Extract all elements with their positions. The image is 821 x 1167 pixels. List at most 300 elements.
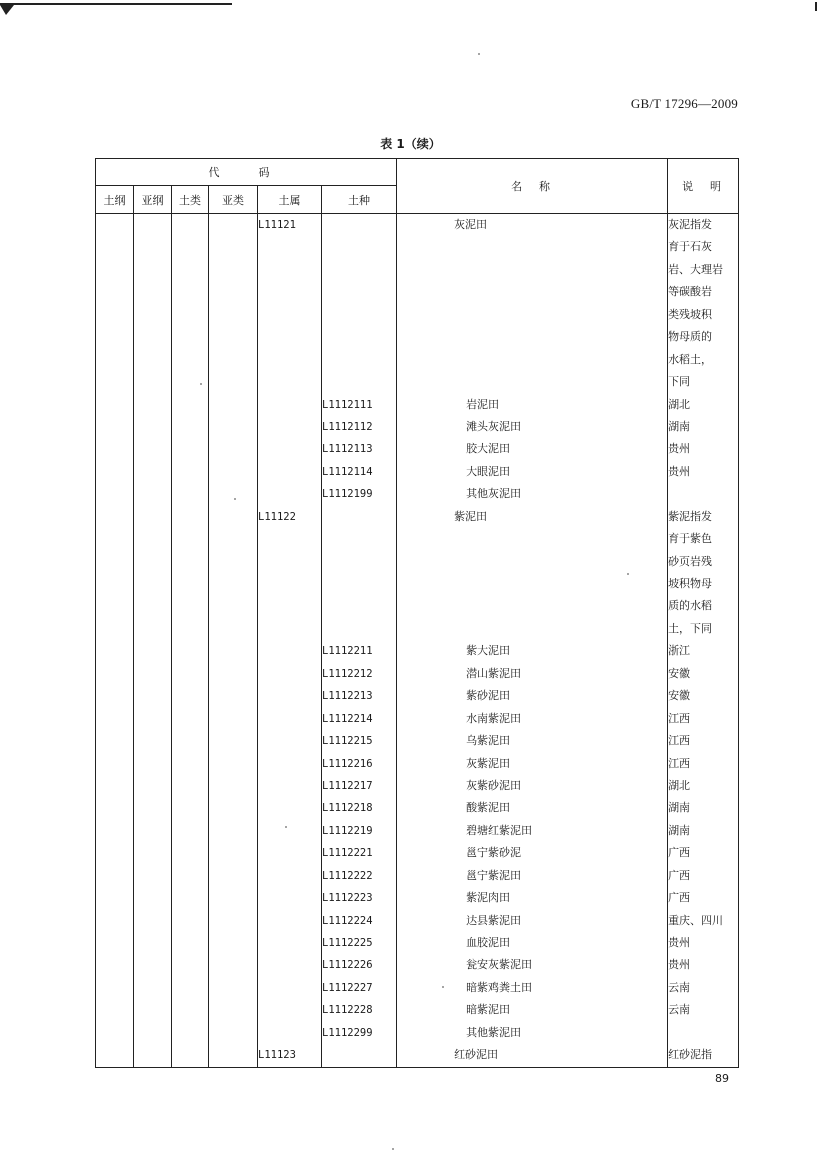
genus-code-cell (258, 753, 322, 775)
species-code-cell (322, 349, 397, 371)
group-cell (172, 1044, 209, 1067)
note-text: 物母质的 (668, 330, 713, 344)
species-code-text: L1112222 (322, 869, 373, 882)
group-cell (172, 865, 209, 887)
note-text: 土，下同 (668, 621, 713, 635)
genus-code-cell (258, 775, 322, 797)
table-row (96, 551, 739, 573)
soil-name-text: 紫泥肉田 (466, 891, 511, 905)
note-text: 江西 (668, 711, 691, 725)
group-cell (172, 595, 209, 617)
species-code-text: L1112219 (322, 824, 373, 837)
note-cell (668, 349, 739, 371)
order-cell (96, 483, 134, 505)
species-code-cell (322, 326, 397, 348)
soil-name-cell (397, 977, 668, 999)
note-text: 质的水稻 (668, 599, 713, 613)
note-text: 江西 (668, 734, 691, 748)
table-row (96, 977, 739, 999)
group-cell (172, 551, 209, 573)
soil-name-text: 水南紫泥田 (466, 711, 522, 725)
genus-code-text: L11123 (258, 1049, 296, 1062)
soil-name-cell (397, 349, 668, 371)
order-cell (96, 349, 134, 371)
group-cell (172, 349, 209, 371)
suborder-cell (134, 663, 172, 685)
note-text: 岩、大理岩 (668, 262, 724, 276)
suborder-cell (134, 438, 172, 460)
soil-name-cell (397, 775, 668, 797)
genus-code-cell (258, 954, 322, 976)
soil-name-text: 灰紫泥田 (466, 756, 511, 770)
note-text: 育于紫色 (668, 532, 713, 546)
group-cell (172, 775, 209, 797)
species-code-text: L1112113 (322, 443, 373, 456)
suborder-cell (134, 865, 172, 887)
subgroup-cell (209, 820, 258, 842)
species-code-text: L1112213 (322, 690, 373, 703)
suborder-cell (134, 371, 172, 393)
subgroup-cell (209, 865, 258, 887)
species-code-text: L1112218 (322, 802, 373, 815)
order-cell (96, 304, 134, 326)
table-caption: 表 1（续） (380, 137, 441, 151)
soil-name-cell (397, 438, 668, 460)
note-text: 安徽 (668, 689, 691, 703)
note-cell (668, 685, 739, 707)
soil-name-text: 灰泥田 (454, 218, 488, 231)
species-code-cell (322, 708, 397, 730)
order-cell (96, 663, 134, 685)
genus-code-cell (258, 640, 322, 662)
note-cell (668, 259, 739, 281)
subgroup-cell (209, 483, 258, 505)
note-text: 广西 (668, 846, 691, 860)
genus-code-cell (258, 304, 322, 326)
species-code-cell (322, 528, 397, 550)
subgroup-cell (209, 910, 258, 932)
subgroup-cell (209, 954, 258, 976)
genus-code-cell (258, 977, 322, 999)
note-cell (668, 551, 739, 573)
suborder-cell (134, 461, 172, 483)
note-text: 江西 (668, 756, 691, 770)
note-text: 贵州 (668, 936, 691, 949)
species-code-text: L1112214 (322, 712, 373, 725)
soil-name-text: 灰紫砂泥田 (466, 778, 522, 792)
group-cell (172, 416, 209, 438)
soil-name-cell (397, 685, 668, 707)
note-cell (668, 416, 739, 438)
soil-name-cell (397, 730, 668, 752)
table-row (96, 259, 739, 281)
note-cell (668, 573, 739, 595)
species-code-cell (322, 304, 397, 326)
species-code-cell (322, 461, 397, 483)
subgroup-cell (209, 730, 258, 752)
species-code-cell (322, 999, 397, 1021)
species-code-text: L1112217 (322, 779, 373, 792)
note-text: 水稻土， (668, 352, 713, 366)
note-text: 育于石灰 (668, 240, 713, 254)
species-code-cell (322, 640, 397, 662)
note-cell (668, 214, 739, 237)
species-code-text: L1112216 (322, 757, 373, 770)
soil-name-text (397, 532, 466, 545)
genus-code-cell (258, 730, 322, 752)
note-cell (668, 932, 739, 954)
species-code-text: L1112114 (322, 465, 373, 478)
species-code-cell (322, 506, 397, 528)
table-row (96, 618, 739, 640)
soil-name-text (397, 577, 466, 590)
note-cell (668, 438, 739, 460)
subgroup-cell (209, 349, 258, 371)
genus-code-cell (258, 910, 322, 932)
species-code-cell (322, 663, 397, 685)
soil-name-cell (397, 259, 668, 281)
subgroup-column-header: 亚类 (209, 186, 258, 214)
subgroup-cell (209, 573, 258, 595)
subgroup-cell (209, 326, 258, 348)
species-code-cell (322, 977, 397, 999)
order-cell (96, 932, 134, 954)
order-cell (96, 551, 134, 573)
order-cell (96, 977, 134, 999)
note-text: 湖北 (668, 778, 691, 792)
order-cell (96, 259, 134, 281)
table-row (96, 394, 739, 416)
soil-name-text: 其他灰泥田 (466, 487, 522, 501)
suborder-cell (134, 708, 172, 730)
genus-code-cell (258, 685, 322, 707)
soil-code-table (95, 158, 739, 1068)
order-cell (96, 326, 134, 348)
soil-name-cell (397, 932, 668, 954)
suborder-cell (134, 236, 172, 258)
subgroup-cell (209, 887, 258, 909)
note-text: 类残坡积 (668, 307, 713, 321)
group-cell (172, 506, 209, 528)
group-cell (172, 326, 209, 348)
order-cell (96, 999, 134, 1021)
table-row (96, 236, 739, 258)
soil-name-cell (397, 573, 668, 595)
species-code-cell (322, 820, 397, 842)
soil-name-cell (397, 281, 668, 303)
note-cell (668, 281, 739, 303)
species-code-cell (322, 865, 397, 887)
table-row (96, 528, 739, 550)
soil-name-cell (397, 999, 668, 1021)
group-cell (172, 461, 209, 483)
subgroup-cell (209, 842, 258, 864)
note-text: 广西 (668, 891, 691, 905)
order-cell (96, 685, 134, 707)
note-cell (668, 483, 739, 505)
scan-edge-bar (0, 3, 232, 5)
species-code-cell (322, 887, 397, 909)
group-cell (172, 954, 209, 976)
soil-name-cell (397, 236, 668, 258)
subgroup-cell (209, 932, 258, 954)
soil-name-cell (397, 887, 668, 909)
suborder-cell (134, 528, 172, 550)
species-code-cell (322, 483, 397, 505)
group-cell (172, 281, 209, 303)
group-column-header: 土类 (172, 186, 209, 214)
suborder-cell (134, 416, 172, 438)
suborder-cell (134, 259, 172, 281)
note-cell (668, 640, 739, 662)
subgroup-cell (209, 618, 258, 640)
species-column-header: 土种 (322, 186, 397, 214)
group-cell (172, 259, 209, 281)
group-cell (172, 999, 209, 1021)
soil-name-text: 岩泥田 (466, 397, 500, 411)
note-cell (668, 461, 739, 483)
group-cell (172, 663, 209, 685)
species-code-text: L1112224 (322, 914, 373, 927)
soil-name-text: 紫泥田 (454, 509, 488, 523)
table-row (96, 506, 739, 528)
soil-name-text (397, 353, 466, 366)
species-code-text: L1112215 (322, 735, 373, 748)
note-cell (668, 887, 739, 909)
table-row (96, 573, 739, 595)
soil-name-text (397, 375, 466, 388)
species-code-cell (322, 1044, 397, 1067)
suborder-cell (134, 910, 172, 932)
note-cell (668, 394, 739, 416)
genus-code-cell (258, 551, 322, 573)
soil-name-cell (397, 1044, 668, 1067)
table-row (96, 371, 739, 393)
order-cell (96, 438, 134, 460)
soil-name-cell (397, 528, 668, 550)
genus-code-cell (258, 842, 322, 864)
note-cell (668, 304, 739, 326)
suborder-cell (134, 842, 172, 864)
note-text: 下同 (668, 375, 691, 389)
species-code-cell (322, 775, 397, 797)
species-code-cell (322, 281, 397, 303)
soil-name-cell (397, 820, 668, 842)
soil-name-text: 暗紫鸡粪土田 (466, 980, 533, 994)
soil-name-text: 乌紫泥田 (466, 734, 511, 748)
name-column-header: 名 称 (397, 159, 668, 214)
note-cell (668, 954, 739, 976)
suborder-cell (134, 932, 172, 954)
genus-code-cell (258, 416, 322, 438)
code-group-header: 代 码 (96, 159, 397, 186)
genus-code-cell (258, 371, 322, 393)
suborder-cell (134, 775, 172, 797)
table-row (96, 326, 739, 348)
table-row (96, 685, 739, 707)
group-cell (172, 1022, 209, 1044)
order-cell (96, 214, 134, 237)
subgroup-cell (209, 438, 258, 460)
suborder-cell (134, 640, 172, 662)
group-cell (172, 214, 209, 237)
order-column-header: 土纲 (96, 186, 134, 214)
subgroup-cell (209, 461, 258, 483)
genus-code-cell (258, 708, 322, 730)
soil-name-text: 潜山紫泥田 (466, 666, 522, 680)
note-text: 重庆、四川 (668, 913, 724, 927)
species-code-cell (322, 797, 397, 819)
genus-code-cell (258, 999, 322, 1021)
subgroup-cell (209, 259, 258, 281)
genus-code-cell (258, 461, 322, 483)
scan-edge-mark-right (815, 2, 817, 11)
note-text: 坡积物母 (668, 577, 713, 590)
soil-name-text (397, 285, 466, 298)
order-cell (96, 753, 134, 775)
table-row (96, 753, 739, 775)
species-code-text: L1112225 (322, 937, 373, 949)
table-row (96, 954, 739, 976)
order-cell (96, 461, 134, 483)
order-cell (96, 595, 134, 617)
group-cell (172, 797, 209, 819)
order-cell (96, 797, 134, 819)
order-cell (96, 954, 134, 976)
suborder-cell (134, 618, 172, 640)
note-cell (668, 797, 739, 819)
note-text: 湖南 (668, 801, 691, 815)
species-code-text: L1112211 (322, 645, 373, 658)
order-cell (96, 730, 134, 752)
genus-code-cell (258, 618, 322, 640)
table-right-border (738, 158, 739, 1068)
soil-name-cell (397, 640, 668, 662)
soil-name-text (397, 555, 466, 568)
soil-name-text: 红砂泥田 (454, 1048, 499, 1062)
note-text: 湖北 (668, 397, 691, 411)
suborder-cell (134, 954, 172, 976)
group-cell (172, 528, 209, 550)
soil-name-cell (397, 416, 668, 438)
table-row (96, 461, 739, 483)
species-code-cell (322, 730, 397, 752)
note-text: 湖南 (668, 419, 691, 433)
species-code-cell (322, 753, 397, 775)
note-column-header: 说 明 (668, 159, 739, 214)
genus-code-cell (258, 259, 322, 281)
soil-name-cell (397, 618, 668, 640)
subgroup-cell (209, 506, 258, 528)
soil-name-text (397, 599, 466, 612)
page-number: 89 (715, 1072, 729, 1085)
subgroup-cell (209, 663, 258, 685)
table-row (96, 663, 739, 685)
soil-name-text: 滩头灰泥田 (466, 419, 522, 433)
table-row (96, 865, 739, 887)
table-row (96, 1022, 739, 1044)
order-cell (96, 842, 134, 864)
group-cell (172, 573, 209, 595)
species-code-text: L1112112 (322, 420, 373, 433)
soil-name-text: 大眼泥田 (466, 464, 511, 478)
note-text: 浙江 (668, 644, 691, 658)
note-text: 砂页岩残 (668, 554, 713, 568)
note-cell (668, 371, 739, 393)
subgroup-cell (209, 640, 258, 662)
order-cell (96, 1044, 134, 1067)
note-cell (668, 977, 739, 999)
soil-name-text: 血胶泥田 (466, 936, 511, 949)
suborder-cell (134, 506, 172, 528)
note-text: 贵州 (668, 464, 691, 478)
subgroup-cell (209, 551, 258, 573)
group-cell (172, 618, 209, 640)
group-cell (172, 910, 209, 932)
species-code-text: L1112228 (322, 1004, 373, 1017)
group-cell (172, 483, 209, 505)
soil-name-cell (397, 394, 668, 416)
group-cell (172, 304, 209, 326)
note-cell (668, 595, 739, 617)
group-cell (172, 236, 209, 258)
note-cell (668, 865, 739, 887)
species-code-cell (322, 932, 397, 954)
table-row (96, 910, 739, 932)
suborder-cell (134, 797, 172, 819)
species-code-cell (322, 685, 397, 707)
suborder-cell (134, 820, 172, 842)
soil-name-cell (397, 483, 668, 505)
species-code-cell (322, 954, 397, 976)
note-text: 安徽 (668, 666, 691, 680)
group-cell (172, 842, 209, 864)
note-text: 云南 (668, 1003, 691, 1017)
species-code-cell (322, 236, 397, 258)
species-code-cell (322, 842, 397, 864)
table-body (96, 214, 739, 1068)
subgroup-cell (209, 371, 258, 393)
subgroup-cell (209, 1044, 258, 1067)
table-row (96, 775, 739, 797)
note-text: 贵州 (668, 442, 691, 456)
order-cell (96, 416, 134, 438)
order-cell (96, 775, 134, 797)
soil-name-cell (397, 865, 668, 887)
note-cell (668, 753, 739, 775)
suborder-cell (134, 999, 172, 1021)
note-cell (668, 618, 739, 640)
group-cell (172, 977, 209, 999)
soil-name-cell (397, 797, 668, 819)
table-row (96, 349, 739, 371)
species-code-cell (322, 573, 397, 595)
genus-code-cell (258, 865, 322, 887)
note-cell (668, 842, 739, 864)
soil-name-cell (397, 663, 668, 685)
order-cell (96, 394, 134, 416)
table-row (96, 708, 739, 730)
soil-name-cell (397, 595, 668, 617)
species-code-cell (322, 551, 397, 573)
suborder-cell (134, 394, 172, 416)
table-row (96, 304, 739, 326)
species-code-cell (322, 416, 397, 438)
subgroup-cell (209, 999, 258, 1021)
genus-code-cell (258, 1044, 322, 1067)
order-cell (96, 618, 134, 640)
soil-name-text: 达县紫泥田 (466, 913, 522, 927)
